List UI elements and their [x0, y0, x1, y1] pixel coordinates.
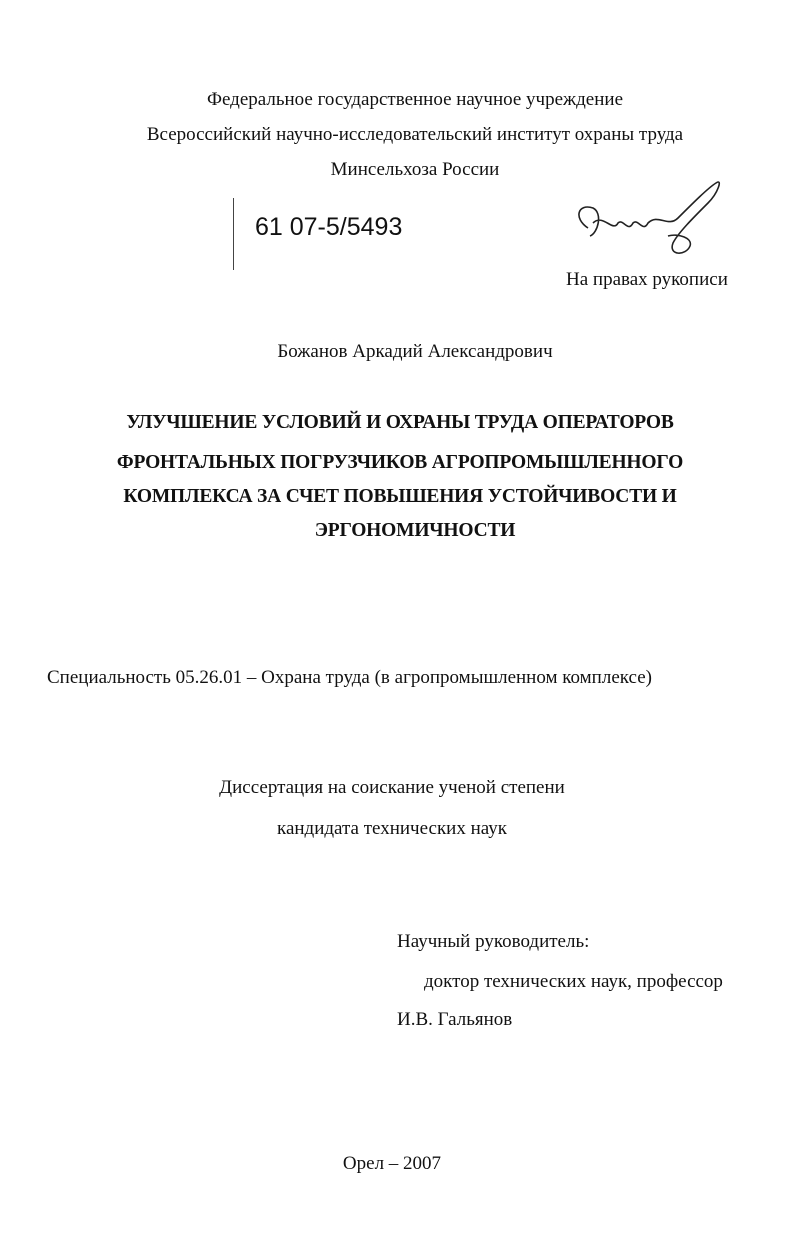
supervisor-title: доктор технических наук, профессор	[424, 971, 723, 992]
registry-number: 61 07-5/5493	[255, 213, 403, 241]
author-name: Божанов Аркадий Александрович	[277, 341, 553, 362]
institution-line-1: Федеральное государственное научное учреждение	[206, 89, 624, 110]
degree-line-2: кандидата технических наук	[277, 818, 507, 839]
supervisor-label: Научный руководитель:	[397, 931, 590, 952]
manuscript-note: На правах рукописи	[566, 269, 728, 290]
signature	[568, 178, 728, 268]
title-line-2: ФРОНТАЛЬНЫХ ПОГРУЗЧИКОВ АГРОПРОМЫШЛЕННОГО	[116, 452, 684, 473]
title-line-4: ЭРГОНОМИЧНОСТИ	[314, 520, 516, 541]
institution-line-2: Всероссийский научно-исследовательский институт охраны труда	[146, 124, 684, 145]
title-line-3: КОМПЛЕКСА ЗА СЧЕТ ПОВЫШЕНИЯ УСТОЙЧИВОСТИ И	[123, 486, 677, 507]
institution-line-3: Минсельхоза России	[330, 159, 500, 180]
title-line-1: УЛУЧШЕНИЕ УСЛОВИЙ И ОХРАНЫ ТРУДА ОПЕРАТОРОВ	[126, 412, 674, 433]
place-year: Орел – 2007	[342, 1153, 442, 1174]
supervisor-name: И.В. Гальянов	[397, 1009, 513, 1030]
specialty: Специальность 05.26.01 – Охрана труда (в агропромышленном комплексе)	[47, 667, 652, 688]
margin-line	[233, 198, 234, 270]
degree-line-1: Диссертация на соискание ученой степени	[219, 777, 565, 798]
